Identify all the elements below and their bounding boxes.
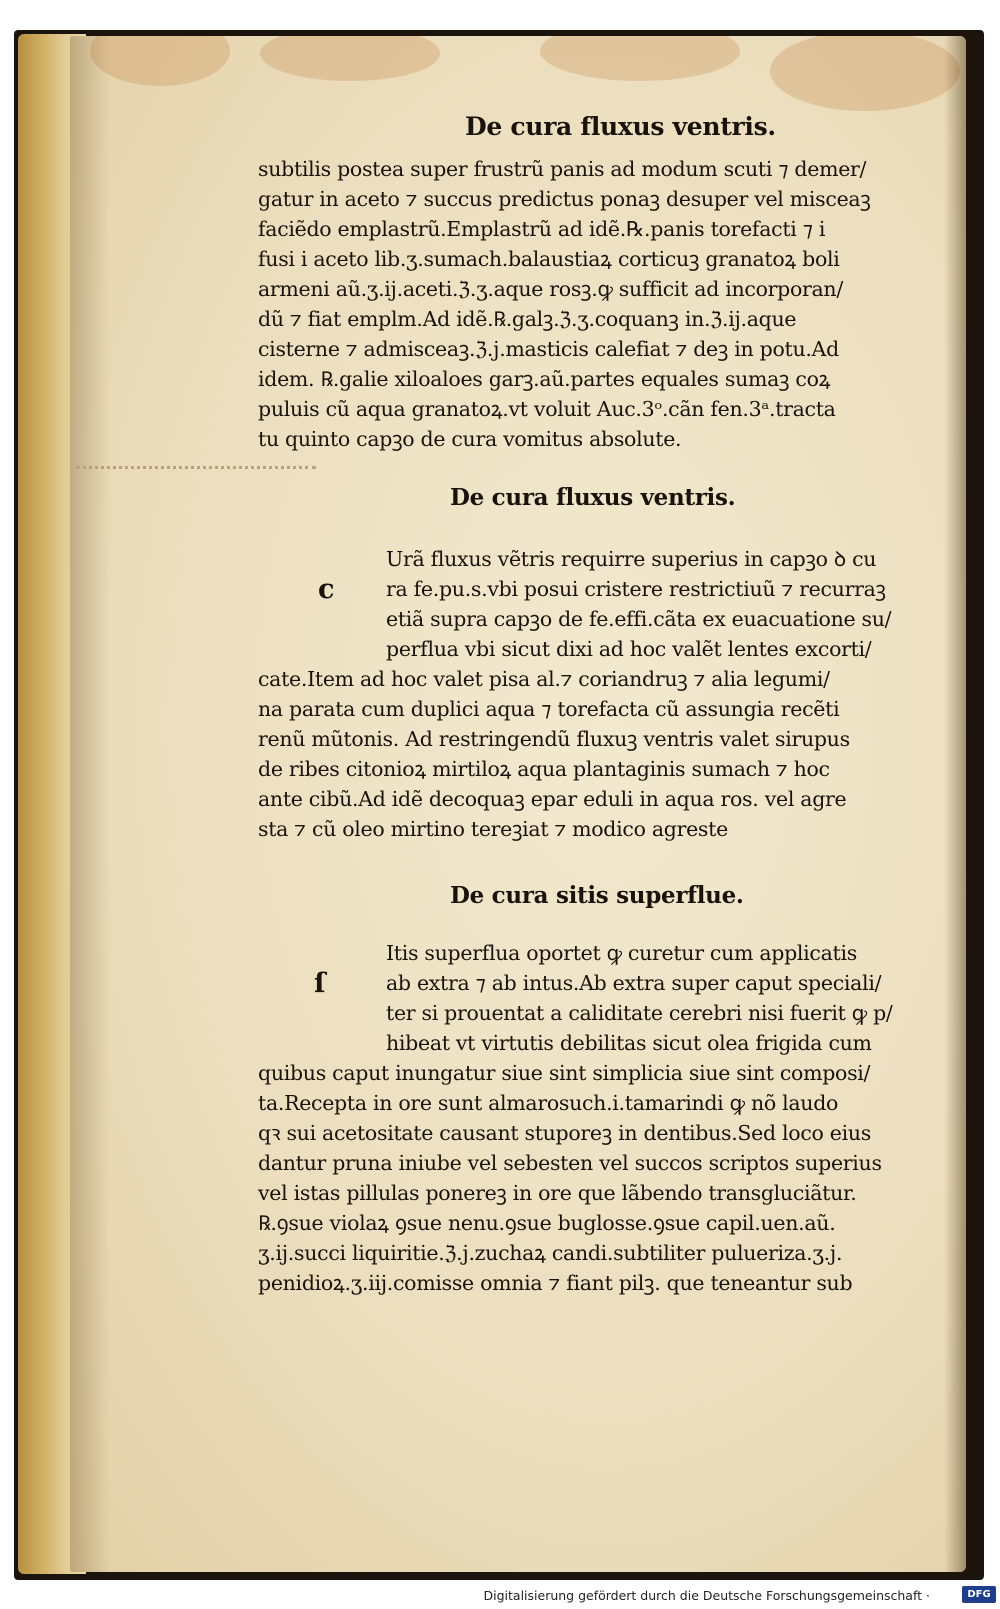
text-line: de ribes citonioꝝ mirtiloꝝ aqua plantaginis sumach ⁊ hoc — [258, 757, 830, 781]
text-line: tu quinto capꝫo de cura vomitus absolute. — [258, 427, 682, 451]
text-line: perflua vbi sicut dixi ad hoc valẽt lentes excorti/ — [386, 637, 872, 661]
text-line: vel istas pillulas ponereꝫ in ore que lãbendo transgluciãtur. — [258, 1181, 857, 1205]
text-line: dantur pruna iniube vel sebesten vel succos scriptos superius — [258, 1151, 882, 1175]
text-line: ta.Recepta in ore sunt almarosuch.i.tamarindi ꝙ nõ laudo — [258, 1091, 839, 1115]
text-line: Urã fluxus vẽtris requirre superius in capꝫo ꝺ cu — [386, 547, 877, 571]
text-line: ℞.ꝯsue violaꝝ ꝯsue nenu.ꝯsue buglosse.ꝯsue capil.uen.aũ. — [258, 1211, 836, 1235]
text-line: hibeat vt virtutis debilitas sicut olea frigida cum — [386, 1031, 872, 1055]
text-line: subtilis postea super frustrũ panis ad modum scuti ⁊ demer/ — [258, 157, 867, 181]
foxing-stain — [90, 36, 230, 86]
text-line: ʒ.ij.succi liquiritie.ℨ.j.zuchaꝝ candi.subtiliter pulueriza.ʒ.j. — [258, 1241, 843, 1265]
text-line: ter si prouentat a caliditate cerebri nisi fuerit ꝙ p/ — [386, 1001, 893, 1025]
text-line: cate.Item ad hoc valet pisa al.⁊ coriandruꝫ ⁊ alia legumi/ — [258, 667, 830, 691]
text-line: idem. ℞.galie xiloaloes garꝫ.aũ.partes equales sumaꝫ coꝝ — [258, 367, 831, 391]
section-heading-sitis: De cura sitis superflue. — [450, 882, 744, 909]
initial-guide-letter: ſ — [314, 968, 326, 999]
foxing-stain — [770, 36, 960, 111]
foxing-stain — [260, 36, 440, 81]
dfg-logo: DFG — [962, 1586, 996, 1603]
text-line: etiã supra capꝫo de fe.effi.cãta ex euacuatione su/ — [386, 607, 892, 631]
dotted-rule — [76, 466, 316, 469]
text-line: penidioꝝ.ʒ.iij.comisse omnia ⁊ fiant pilꝫ. que teneantur sub — [258, 1271, 853, 1295]
text-line: quibus caput inungatur siue sint simplicia siue sint composi/ — [258, 1061, 871, 1085]
text-line: fusi i aceto lib.ʒ.sumach.balaustiaꝝ corticuꝫ granatoꝝ boli — [258, 247, 840, 271]
text-line: Itis superflua oportet ꝙ curetur cum applicatis — [386, 941, 857, 965]
section-heading-fluxus: De cura fluxus ventris. — [450, 484, 736, 511]
text-line: puluis cũ aqua granatoꝝ.vt voluit Auc.3ᵒ.cãn fen.3ᵃ.tracta — [258, 397, 836, 421]
text-line: armeni aũ.ʒ.ij.aceti.ℨ.ʒ.aque rosꝫ.ꝙ sufficit ad incorporan/ — [258, 277, 843, 301]
gutter-shadow — [70, 36, 110, 1572]
text-line: faciẽdo emplastrũ.Emplastrũ ad idẽ.℞.panis torefacti ⁊ i — [258, 217, 826, 241]
foxing-stain — [540, 36, 740, 81]
book-page — [70, 36, 966, 1572]
text-line: na parata cum duplici aqua ⁊ torefacta cũ assungia recẽti — [258, 697, 840, 721]
text-line: sta ⁊ cũ oleo mirtino tereꝫiat ⁊ modico agreste — [258, 817, 728, 841]
running-header: De cura fluxus ventris. — [465, 112, 776, 141]
digitization-credit: Digitalisierung gefördert durch die Deutsche Forschungsgemeinschaft · — [483, 1588, 930, 1603]
text-line: dũ ⁊ fiat emplm.Ad idẽ.℞.galꝫ.ℨ.ʒ.coquanꝫ in.ℨ.ij.aque — [258, 307, 797, 331]
initial-guide-letter: c — [318, 574, 335, 605]
text-line: renũ mũtonis. Ad restringendũ fluxuꝫ ventris valet sirupus — [258, 727, 850, 751]
edge-shadow — [944, 36, 966, 1572]
text-line: ra fe.pu.s.vbi posui cristere restrictiuũ ⁊ recurraꝫ — [386, 577, 886, 601]
text-line: ante cibũ.Ad idẽ decoquaꝫ epar eduli in aqua ros. vel agre — [258, 787, 847, 811]
text-line: gatur in aceto ⁊ succus predictus ponaꝫ desuper vel misceaꝫ — [258, 187, 871, 211]
text-line: qꝛ sui acetositate causant stuporeꝫ in dentibus.Sed loco eius — [258, 1121, 871, 1145]
text-line: cisterne ⁊ admisceaꝫ.ℨ.j.masticis calefiat ⁊ deꝫ in potu.Ad — [258, 337, 839, 361]
text-line: ab extra ⁊ ab intus.Ab extra super caput speciali/ — [386, 971, 882, 995]
